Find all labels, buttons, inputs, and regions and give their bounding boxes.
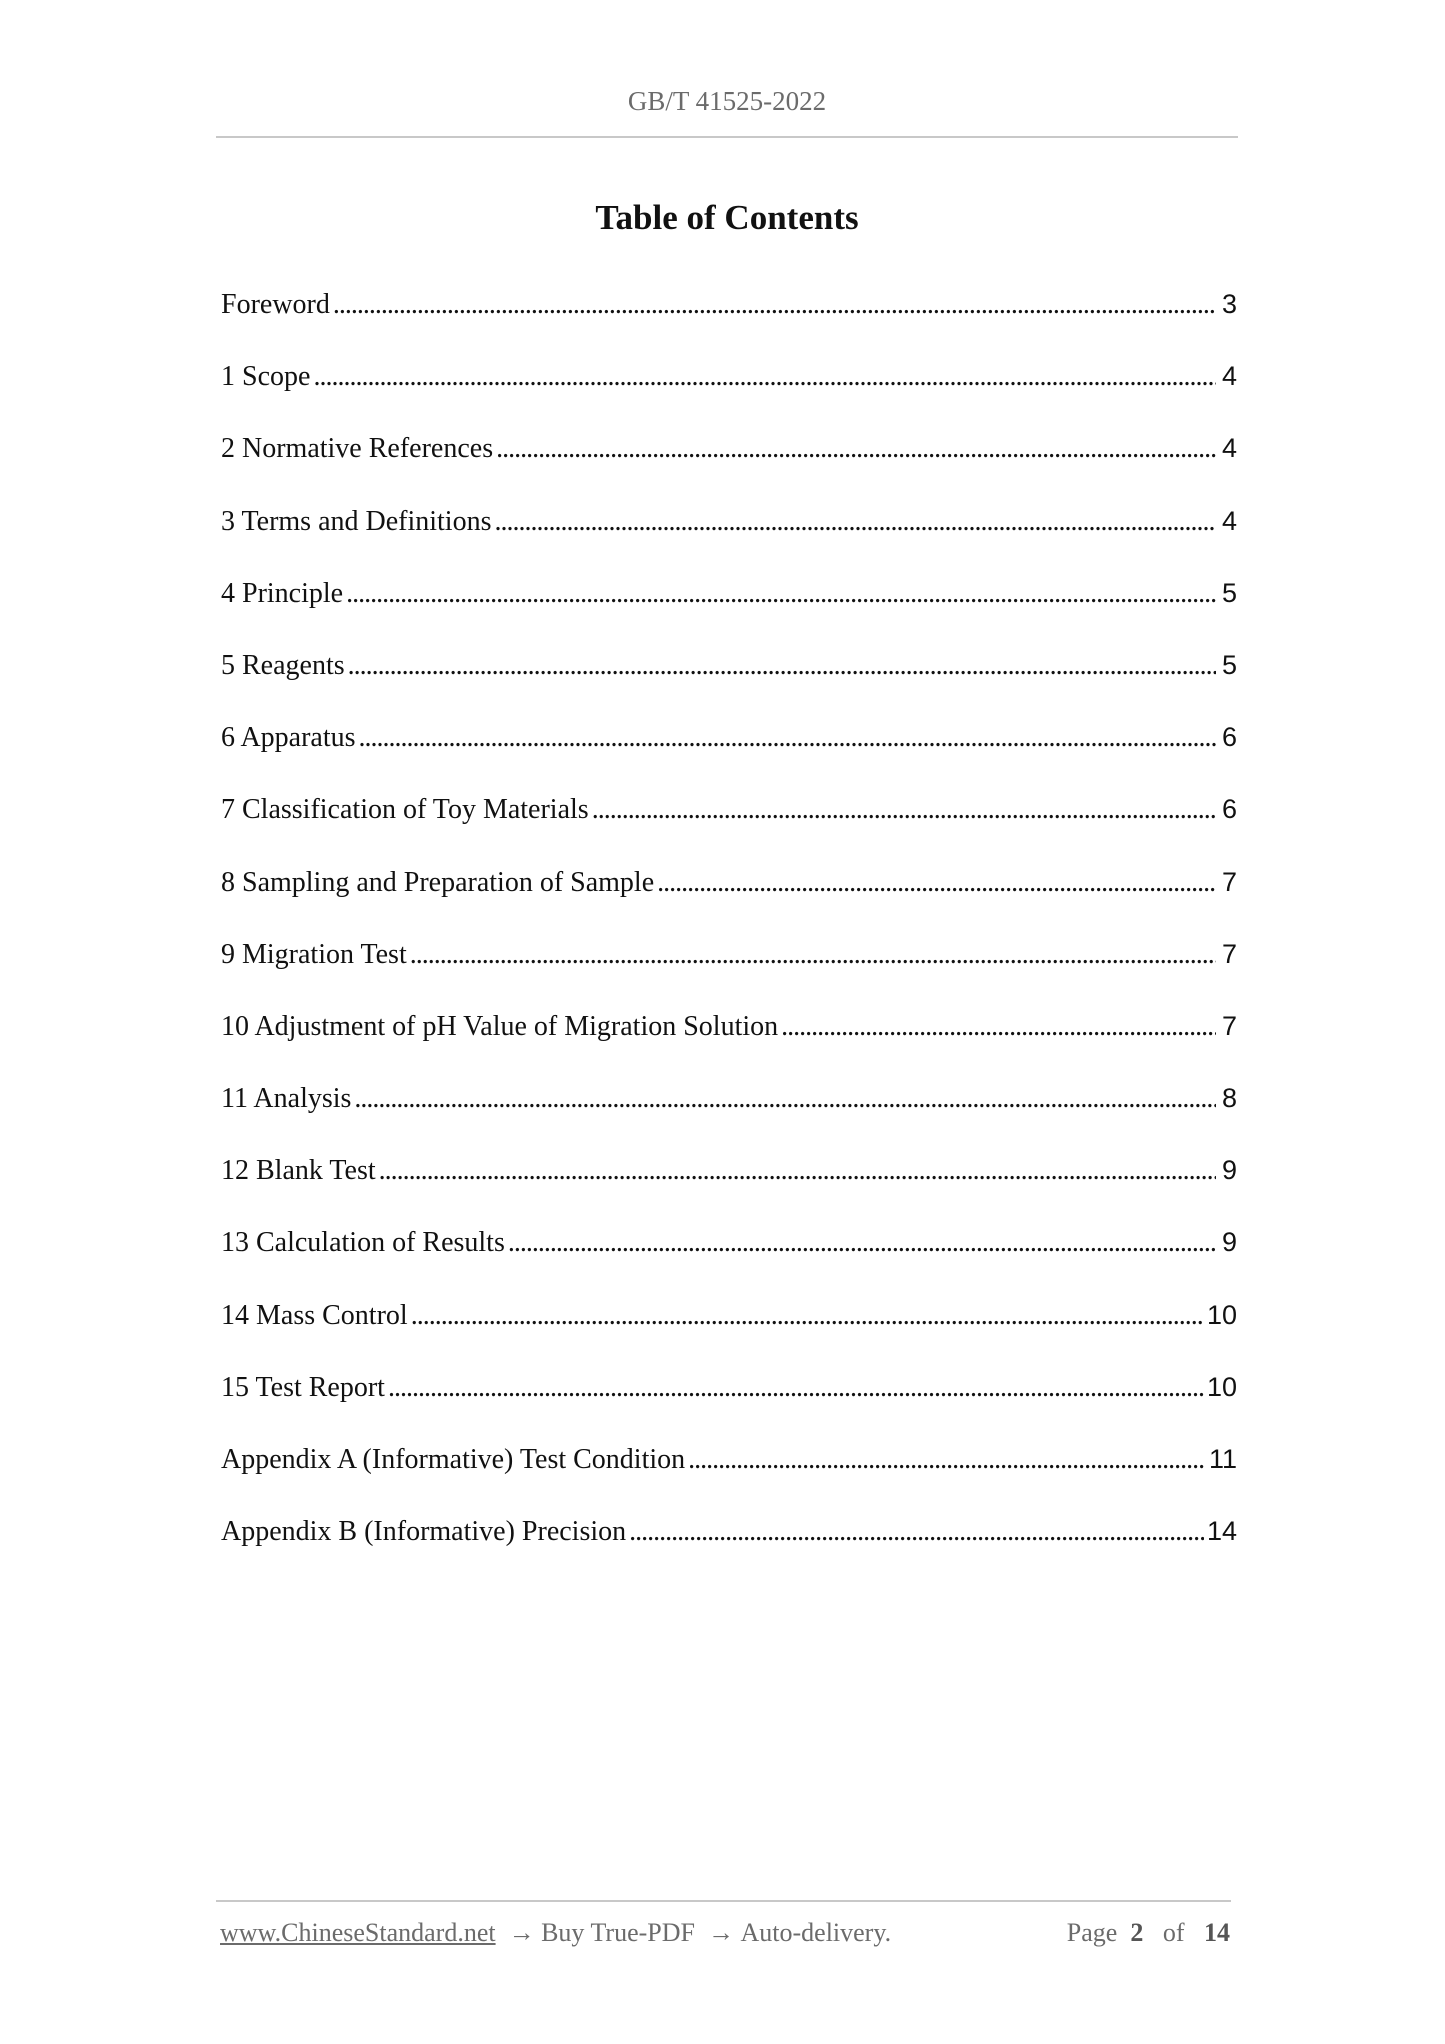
dot-leader [359, 712, 1216, 764]
dot-leader [410, 929, 1216, 981]
toc-entry-title: Foreword [221, 289, 330, 320]
footer-divider [216, 1900, 1231, 1902]
header-divider [216, 136, 1238, 138]
toc-entry-page: 7 [1221, 1010, 1237, 1041]
dot-leader [388, 1362, 1204, 1414]
toc-entry-calculation[interactable] [221, 1216, 1237, 1288]
header-standard-code: GB/T 41525-2022 [627, 86, 827, 116]
toc-entry-foreword[interactable] [221, 278, 1237, 350]
right-arrow-icon: → [701, 1918, 741, 1947]
toc-entry-sampling[interactable] [221, 856, 1237, 928]
current-page-number: 2 [1130, 1918, 1144, 1947]
toc-entry-terms-and-definitions[interactable] [221, 495, 1237, 567]
toc-entry-title: 8 Sampling and Preparation of Sample [221, 866, 655, 898]
toc-entry-page: 7 [1221, 938, 1237, 969]
toc-entry-title: 1 Scope [221, 361, 311, 393]
dot-leader [494, 496, 1216, 548]
auto-delivery-text: Auto-delivery. [740, 1918, 892, 1947]
toc-entry-test-report[interactable] [221, 1361, 1237, 1433]
toc-entry-page: 9 [1221, 1227, 1237, 1258]
buy-true-pdf-text: Buy True-PDF [541, 1918, 695, 1947]
dot-leader [379, 1145, 1216, 1197]
toc-entry-apparatus[interactable] [221, 711, 1237, 783]
toc-entry-title: 15 Test Report [221, 1371, 385, 1403]
toc-entry-page: 5 [1221, 649, 1237, 680]
toc-entry-page: 6 [1221, 794, 1237, 825]
toc-entry-normative-references[interactable] [221, 422, 1237, 494]
toc-entry-page: 3 [1221, 289, 1237, 319]
dot-leader [508, 1217, 1216, 1269]
toc-entry-reagents[interactable] [221, 639, 1237, 711]
dot-leader [496, 423, 1216, 475]
toc-entry-title: 6 Apparatus [221, 722, 356, 754]
dot-leader [411, 1290, 1204, 1342]
toc-entry-page: 6 [1221, 722, 1237, 753]
toc-entry-title: 13 Calculation of Results [221, 1227, 505, 1259]
toc-entry-page: 8 [1221, 1083, 1237, 1114]
toc-heading: Table of Contents [595, 198, 859, 237]
page-label: Page [1066, 1918, 1118, 1947]
toc-list [221, 278, 1237, 1577]
toc-entry-page: 10 [1206, 1371, 1237, 1402]
of-label: of [1162, 1918, 1185, 1947]
toc-entry-mass-control[interactable] [221, 1289, 1237, 1361]
dot-leader [333, 279, 1216, 331]
toc-entry-appendix-b[interactable] [221, 1505, 1237, 1577]
toc-entry-title: 4 Principle [221, 577, 344, 609]
dot-leader [629, 1506, 1204, 1558]
toc-entry-title: 14 Mass Control [221, 1299, 408, 1331]
dot-leader [781, 1001, 1216, 1053]
toc-entry-page: 14 [1206, 1516, 1237, 1547]
dot-leader [657, 857, 1216, 909]
toc-entry-title: Appendix A (Informative) Test Condition [221, 1444, 686, 1475]
toc-entry-title: 2 Normative References [221, 433, 494, 465]
toc-entry-title: Appendix B (Informative) Precision [221, 1516, 627, 1548]
toc-entry-page: 5 [1221, 577, 1237, 608]
dot-leader [592, 784, 1216, 836]
dot-leader [348, 640, 1216, 692]
page-indicator [1067, 1918, 1230, 1948]
toc-entry-title: 11 Analysis [221, 1083, 352, 1115]
website-link[interactable]: www.ChineseStandard.net [220, 1918, 496, 1947]
toc-entry-scope[interactable] [221, 350, 1237, 422]
toc-entry-page: 4 [1221, 505, 1237, 536]
toc-entry-principle[interactable] [221, 567, 1237, 639]
page-footer [220, 1918, 1230, 1948]
dot-leader [346, 568, 1216, 620]
toc-entry-page: 11 [1208, 1444, 1237, 1474]
toc-entry-page: 4 [1221, 361, 1237, 392]
footer-promo [220, 1918, 891, 1948]
toc-entry-analysis[interactable] [221, 1072, 1237, 1144]
toc-entry-page: 9 [1221, 1155, 1237, 1186]
toc-entry-appendix-a[interactable] [221, 1433, 1237, 1505]
total-pages-number: 14 [1204, 1918, 1230, 1947]
toc-entry-migration-test[interactable] [221, 928, 1237, 1000]
toc-entry-page: 7 [1221, 866, 1237, 897]
toc-entry-title: 5 Reagents [221, 649, 345, 681]
toc-entry-title: 10 Adjustment of pH Value of Migration Solution [221, 1010, 779, 1042]
right-arrow-icon: → [502, 1918, 542, 1947]
toc-entry-title: 3 Terms and Definitions [221, 505, 492, 537]
toc-entry-title: 9 Migration Test [221, 938, 407, 970]
toc-entry-page: 10 [1206, 1299, 1237, 1330]
toc-entry-blank-test[interactable] [221, 1144, 1237, 1216]
dot-leader [313, 351, 1216, 403]
toc-entry-title: 12 Blank Test [221, 1155, 376, 1187]
dot-leader [688, 1434, 1206, 1486]
toc-entry-ph-adjustment[interactable] [221, 1000, 1237, 1072]
dot-leader [354, 1073, 1216, 1125]
toc-entry-title: 7 Classification of Toy Materials [221, 794, 589, 826]
toc-entry-page: 4 [1221, 433, 1237, 464]
toc-entry-classification[interactable] [221, 783, 1237, 855]
